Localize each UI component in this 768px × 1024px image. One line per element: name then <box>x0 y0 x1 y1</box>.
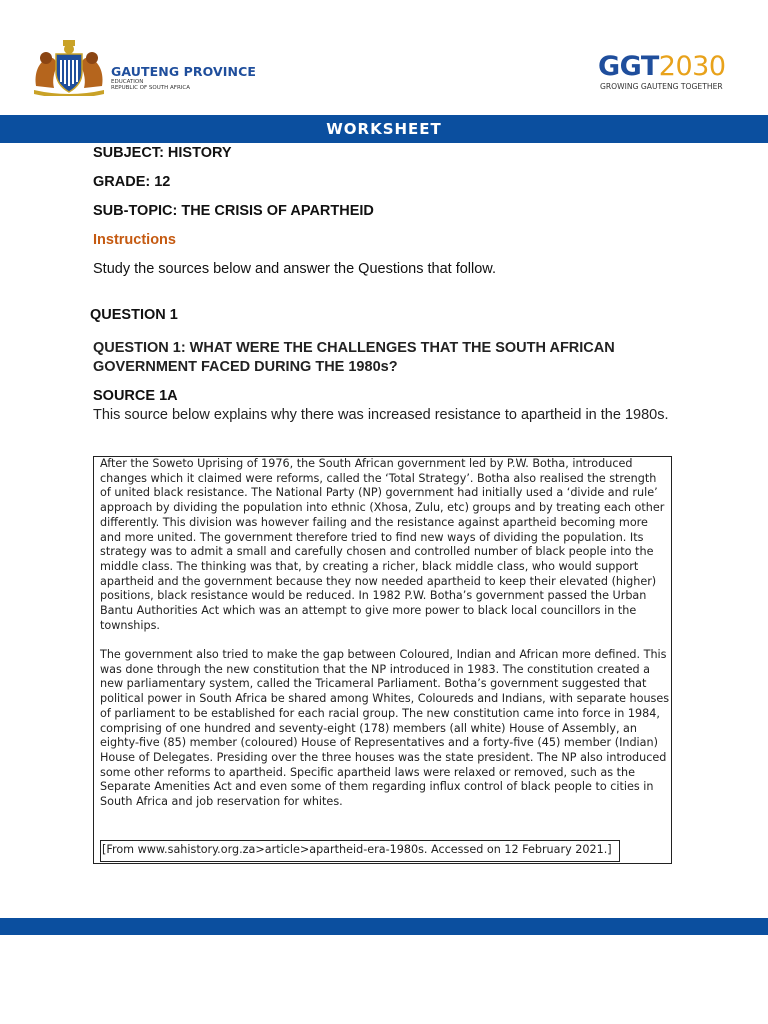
instructions-text: Study the sources below and answer the Questions that follow. <box>93 261 497 277</box>
banner-title: WORKSHEET <box>326 120 442 138</box>
ggt-text: GGT <box>598 51 659 82</box>
logo-province-name: GAUTENG PROVINCE <box>111 64 257 79</box>
source-paragraph-1: After the Soweto Uprising of 1976, the South African government led by P.W. Botha, introduced changes which it claimed were reforms, called the ‘Total Strategy’. Botha also realised the strength of united black resistance. The National Party (NP) government had initially used a ‘divide and rule’ approach by dividing the population into ethnic (Xhosa, Zulu, etc) groups and by treating each other differently. This division was however failing and the resistance against apartheid becoming more and more united. The government therefore tried to find new ways of dividing the population. Its strategy was to admit a small and carefully chosen and controlled number of black people into the middle class. The thinking was that, by creating a richer, black middle class, who would support apartheid and the government because they now needed apartheid to keep their elevated (higher) positions, black resistance would be reduced. In 1982 P.W. Botha’s government passed the Urban Bantu Authorities Act which was an attempt to give more power to black local councillors in the townships. <box>100 457 665 632</box>
logo-department: EDUCATION <box>111 79 144 85</box>
worksheet-banner <box>0 115 768 143</box>
subject-line: SUBJECT: HISTORY <box>93 145 232 161</box>
footer-bar <box>0 918 768 935</box>
grade-line: GRADE: 12 <box>93 174 171 190</box>
ggt2030-logo <box>598 52 743 94</box>
question-title: QUESTION 1: WHAT WERE THE CHALLENGES THAT THE SOUTH AFRICAN GOVERNMENT FACED DURING THE 1980s? <box>93 340 615 375</box>
source-paragraph-2: The government also tried to make the gap between Coloured, Indian and African more defined. This was done through the new constitution that the NP introduced in 1983. The constitution created a new parliamentary system, called the Tricameral Parliament. Botha’s government suggested that political power in South Africa be shared among Whites, Coloureds and Indians, with separate houses of parliament to be established for each racial group. The new constitution came into force in 1984, comprising of one hundred and seventy-eight (178) members (all white) House of Assembly, an eighty-five (85) member (coloured) House of Representatives and a forty-five (45) member (Indian) House of Delegates. Presiding over the three houses was the state president. The NP also introduced some other reforms to apartheid. Specific apartheid laws were relaxed or removed, such as the Separate Amenities Act and even some of them regarding influx control of black people to cities in South Africa and job reservation for whites. <box>100 648 670 809</box>
ggt2030-wordmark <box>598 52 743 82</box>
coat-of-arms-icon <box>30 38 108 96</box>
ggt2030-tagline: GROWING GAUTENG TOGETHER <box>600 82 723 91</box>
source-label: SOURCE 1A <box>93 388 178 404</box>
source-description: This source below explains why there was increased resistance to apartheid in the 1980s. <box>93 407 669 423</box>
instructions-heading: Instructions <box>93 232 176 248</box>
ggt-year: 2030 <box>658 51 726 82</box>
source-citation: [From www.sahistory.org.za>article>apartheid-era-1980s. Accessed on 12 February 2021.] <box>100 840 620 862</box>
logo-country: REPUBLIC OF SOUTH AFRICA <box>111 85 190 91</box>
question-number: QUESTION 1 <box>90 307 178 323</box>
subtopic-line: SUB-TOPIC: THE CRISIS OF APARTHEID <box>93 203 374 219</box>
source-box <box>93 456 672 864</box>
gauteng-province-logo <box>30 38 257 98</box>
